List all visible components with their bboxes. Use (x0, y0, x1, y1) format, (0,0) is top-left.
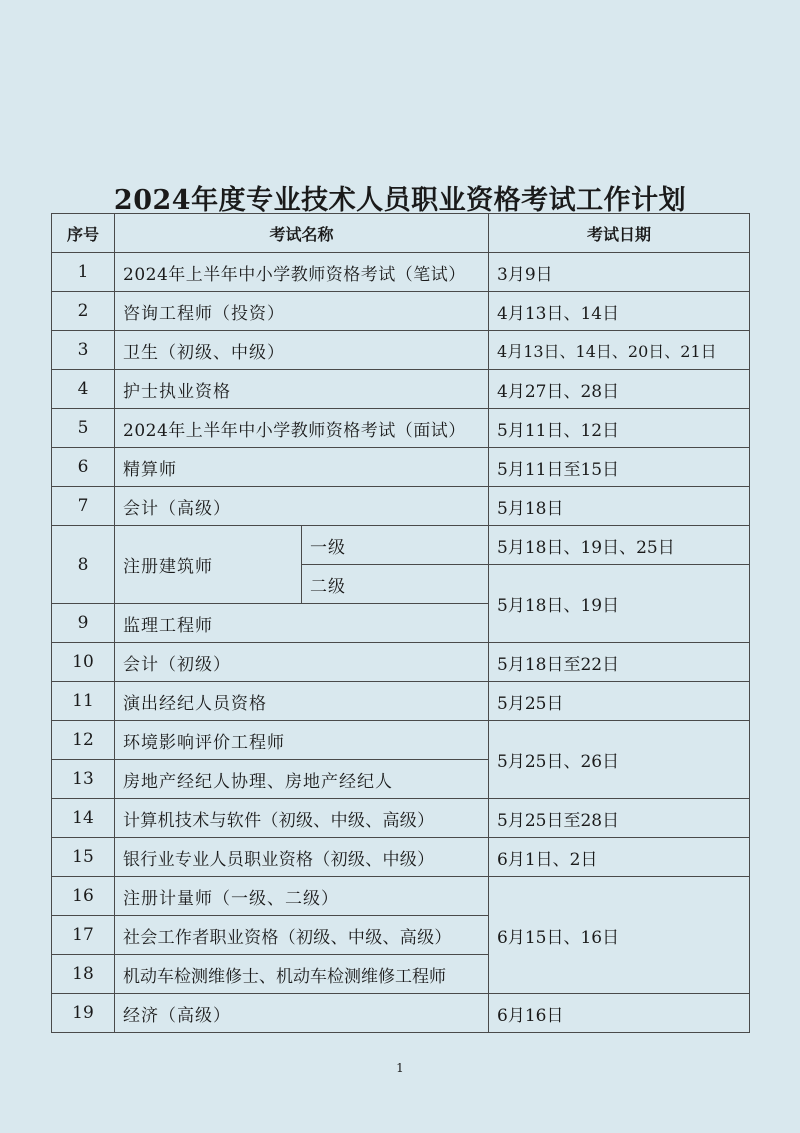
table-row (52, 721, 750, 760)
row-exam-name: 会计（初级） (115, 643, 489, 682)
row-exam-date: 5月18日、19日 (489, 565, 750, 643)
row-seq: 18 (52, 955, 115, 994)
row-exam-name: 注册计量师（一级、二级） (115, 877, 489, 916)
row-exam-sublevel: 二级 (302, 565, 489, 604)
table-row (52, 877, 750, 916)
header-seq: 序号 (52, 214, 115, 253)
row-seq: 2 (52, 292, 115, 331)
row-exam-name: 机动车检测维修士、机动车检测维修工程师 (115, 955, 489, 994)
row-seq: 5 (52, 409, 115, 448)
row-exam-date: 5月11日至15日 (489, 448, 750, 487)
row-seq: 19 (52, 994, 115, 1033)
row-exam-name: 卫生（初级、中级） (115, 331, 489, 370)
row-exam-name: 2024年上半年中小学教师资格考试（面试） (115, 409, 489, 448)
table-row (52, 526, 750, 565)
row-seq: 8 (52, 526, 115, 604)
row-exam-date: 5月18日、19日、25日 (489, 526, 750, 565)
row-exam-date: 5月25日至28日 (489, 799, 750, 838)
row-exam-date: 5月25日 (489, 682, 750, 721)
row-exam-name: 会计（高级） (115, 487, 489, 526)
table-row (52, 643, 750, 682)
row-seq: 16 (52, 877, 115, 916)
row-seq: 14 (52, 799, 115, 838)
row-seq: 6 (52, 448, 115, 487)
row-exam-name: 精算师 (115, 448, 489, 487)
table-row (52, 994, 750, 1033)
row-exam-name: 咨询工程师（投资） (115, 292, 489, 331)
row-seq: 13 (52, 760, 115, 799)
table-row (52, 682, 750, 721)
row-seq: 15 (52, 838, 115, 877)
row-exam-name: 监理工程师 (115, 604, 489, 643)
row-seq: 4 (52, 370, 115, 409)
row-seq: 12 (52, 721, 115, 760)
row-exam-date: 3月9日 (489, 253, 750, 292)
row-exam-date: 6月15日、16日 (489, 877, 750, 994)
table-row (52, 292, 750, 331)
row-seq: 17 (52, 916, 115, 955)
row-exam-date: 5月25日、26日 (489, 721, 750, 799)
row-exam-date: 6月1日、2日 (489, 838, 750, 877)
row-seq: 1 (52, 253, 115, 292)
page-title: 2024年度专业技术人员职业资格考试工作计划 (113, 185, 687, 216)
row-exam-date: 5月18日 (489, 487, 750, 526)
row-exam-name: 注册建筑师 (115, 526, 302, 604)
row-exam-name: 计算机技术与软件（初级、中级、高级） (115, 799, 489, 838)
row-seq: 7 (52, 487, 115, 526)
row-exam-date: 5月11日、12日 (489, 409, 750, 448)
row-exam-date: 4月13日、14日、20日、21日 (489, 331, 750, 370)
header-date: 考试日期 (489, 214, 750, 253)
row-exam-name: 社会工作者职业资格（初级、中级、高级） (115, 916, 489, 955)
row-exam-date: 6月16日 (489, 994, 750, 1033)
table-row (52, 253, 750, 292)
page-number: 1 (396, 1061, 404, 1075)
row-exam-name: 房地产经纪人协理、房地产经纪人 (115, 760, 489, 799)
table-row (52, 331, 750, 370)
row-seq: 9 (52, 604, 115, 643)
row-exam-date: 4月13日、14日 (489, 292, 750, 331)
table-row (52, 409, 750, 448)
row-exam-name: 2024年上半年中小学教师资格考试（笔试） (115, 253, 489, 292)
row-exam-date: 4月27日、28日 (489, 370, 750, 409)
row-exam-name: 护士执业资格 (115, 370, 489, 409)
table-row (52, 370, 750, 409)
row-exam-name: 环境影响评价工程师 (115, 721, 489, 760)
row-exam-name: 银行业专业人员职业资格（初级、中级） (115, 838, 489, 877)
row-exam-name: 经济（高级） (115, 994, 489, 1033)
row-seq: 10 (52, 643, 115, 682)
row-seq: 3 (52, 331, 115, 370)
table-row (52, 448, 750, 487)
row-exam-date: 5月18日至22日 (489, 643, 750, 682)
row-seq: 11 (52, 682, 115, 721)
row-exam-name: 演出经纪人员资格 (115, 682, 489, 721)
row-exam-sublevel: 一级 (302, 526, 489, 565)
table-row (52, 487, 750, 526)
exam-schedule-table (51, 213, 750, 1033)
table-header-row (52, 214, 750, 253)
header-name: 考试名称 (115, 214, 489, 253)
table-row (52, 838, 750, 877)
table-row (52, 799, 750, 838)
